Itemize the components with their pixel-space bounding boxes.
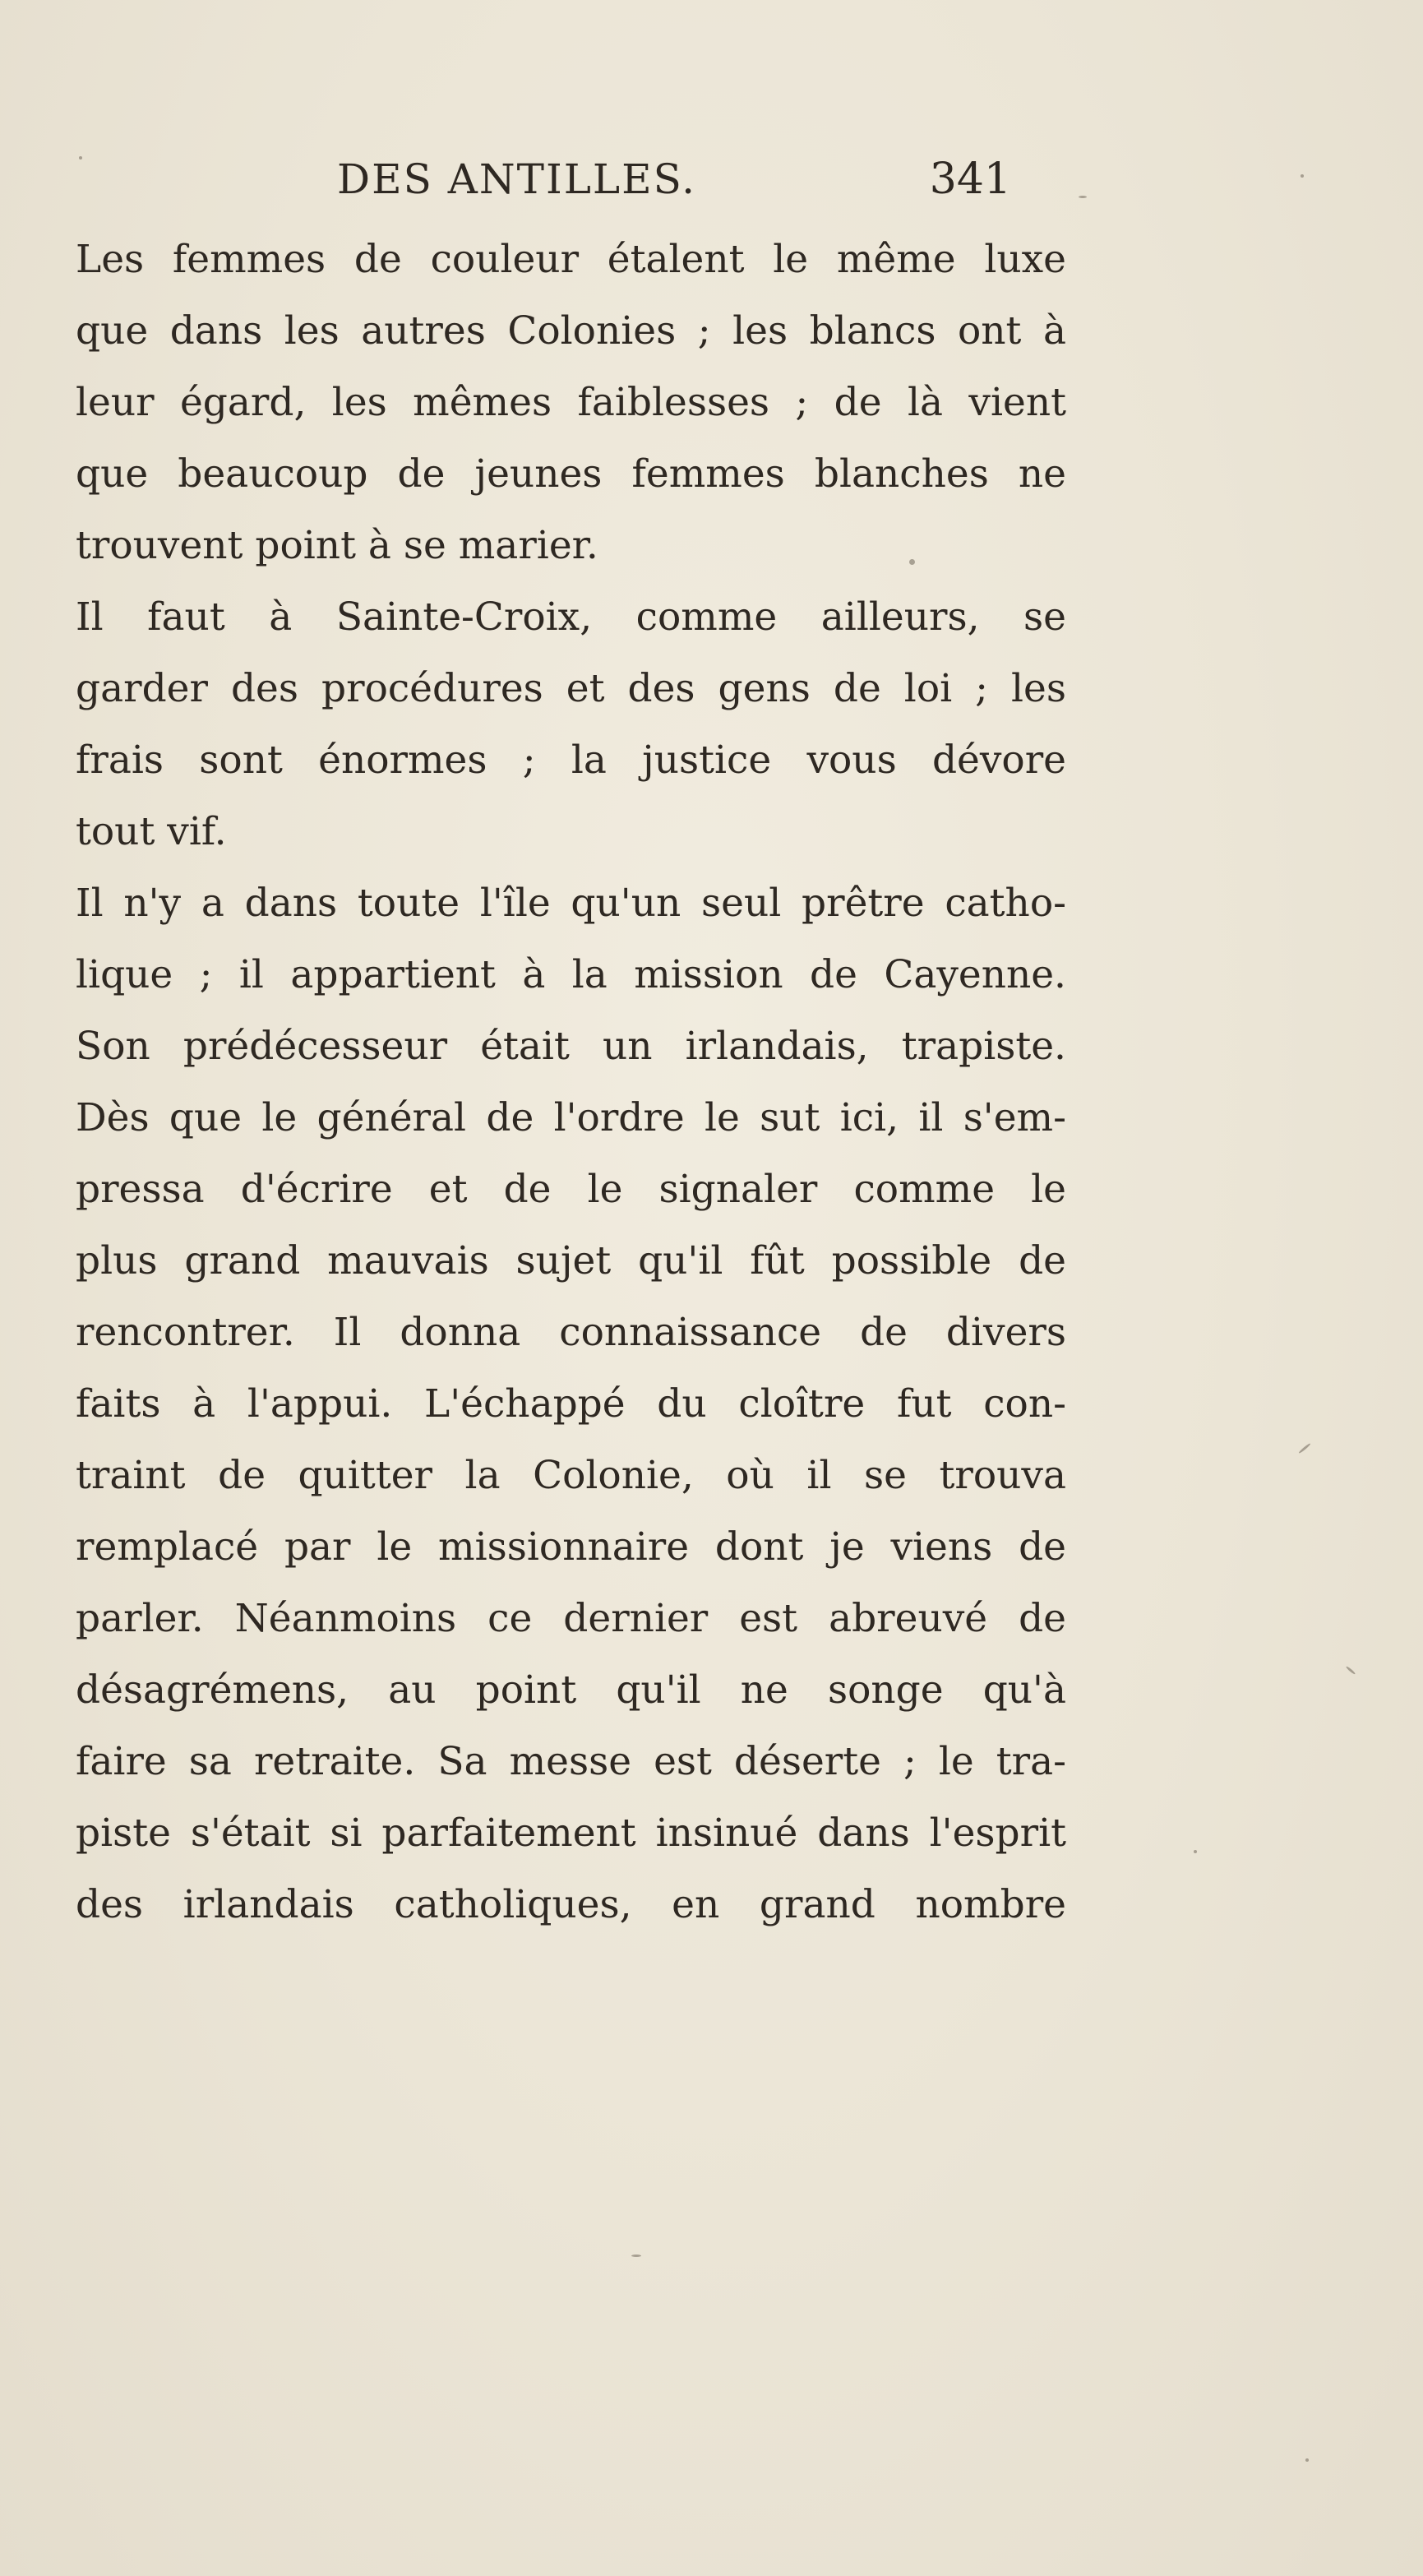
paragraph-3	[76, 867, 1066, 1940]
text-line: Il faut à Sainte-Croix, comme ailleurs, se	[76, 594, 1066, 640]
text-line: que beaucoup de jeunes femmes blanches ne	[76, 451, 1066, 497]
text-line: rencontrer. Il donna connaissance de divers	[76, 1310, 1066, 1355]
text-line: leur égard, les mêmes faiblesses ; de là vient	[76, 380, 1066, 425]
text-line: piste s'était si parfaitement insinué dans l'esprit	[76, 1811, 1066, 1856]
paper-speck	[1194, 1850, 1197, 1853]
text-line: traint de quitter la Colonie, où il se trouva	[76, 1453, 1066, 1498]
paper-speck	[631, 2255, 641, 2257]
paper-speck	[1301, 174, 1304, 178]
text-line: Dès que le général de l'ordre le sut ici, il s'em-	[76, 1095, 1066, 1140]
text-line: pressa d'écrire et de le signaler comme le	[76, 1167, 1066, 1212]
text-line: trouvent point à se marier.	[76, 523, 598, 568]
text-line: des irlandais catholiques, en grand nombre	[76, 1882, 1066, 1927]
paper-speck	[79, 156, 82, 160]
text-line: frais sont énormes ; la justice vous dévore	[76, 738, 1066, 783]
text-line: que dans les autres Colonies ; les blancs ont à	[76, 308, 1066, 354]
text-line: faits à l'appui. L'échappé du cloître fut con-	[76, 1381, 1066, 1427]
paper-speck	[1298, 1443, 1311, 1454]
text-line: désagrémens, au point qu'il ne songe qu'à	[76, 1667, 1066, 1713]
text-line: Il n'y a dans toute l'île qu'un seul prêtre catho-	[76, 881, 1066, 926]
page-header	[329, 146, 1019, 212]
text-line: Les femmes de couleur étalent le même luxe	[76, 237, 1066, 282]
text-line: parler. Néanmoins ce dernier est abreuvé de	[76, 1596, 1066, 1641]
text-line: plus grand mauvais sujet qu'il fût possible de	[76, 1238, 1066, 1283]
text-line: remplacé par le missionnaire dont je viens de	[76, 1524, 1066, 1570]
running-head: DES ANTILLES.	[337, 155, 696, 203]
paper-speck	[1079, 196, 1087, 198]
body-text	[76, 224, 1066, 1940]
paper-speck	[909, 559, 915, 565]
text-line: tout vif.	[76, 809, 227, 854]
text-line: faire sa retraite. Sa messe est déserte ; le tra-	[76, 1739, 1066, 1784]
text-line: garder des procédures et des gens de loi ; les	[76, 666, 1066, 711]
paragraph-1	[76, 224, 1066, 581]
page-number: 341	[929, 155, 1011, 204]
text-line: lique ; il appartient à la mission de Cayenne.	[76, 952, 1066, 997]
text-line: Son prédécesseur était un irlandais, trapiste.	[76, 1024, 1066, 1069]
paragraph-2	[76, 581, 1066, 867]
paper-speck	[1346, 1666, 1356, 1675]
paper-speck	[1305, 2458, 1309, 2462]
